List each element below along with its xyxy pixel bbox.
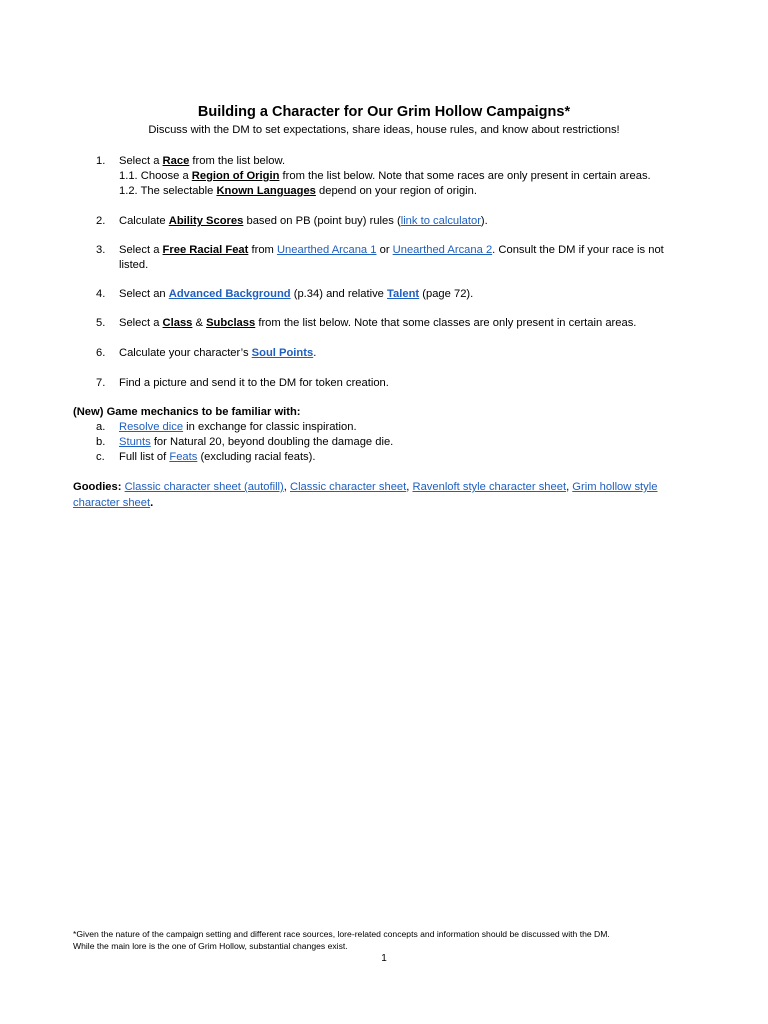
goodies-sep-3: , [566, 481, 573, 493]
mechanic-b-post: for Natural 20, beyond doubling the damage die. [150, 436, 394, 448]
step-5-text [119, 316, 636, 331]
footnote-line-1: *Given the nature of the campaign setting and different race sources, lore-related concepts and information should be discussed with the DM. [73, 929, 610, 939]
goodies-line-1 [73, 480, 657, 495]
step-6-text [119, 346, 316, 361]
footnote-line-2: While the main lore is the one of Grim Hollow, substantial changes exist. [73, 941, 348, 951]
subclass-term: Subclass [206, 317, 256, 329]
mechanic-c-pre: Full list of [119, 451, 170, 463]
ravenloft-sheet-link[interactable]: Ravenloft style character sheet [412, 481, 567, 493]
step-5-mid: & [192, 317, 207, 329]
step-2-mid: based on PB (point buy) rules ( [243, 215, 401, 227]
step-4-number: 4. [96, 288, 106, 300]
ability-scores-term: Ability Scores [168, 215, 244, 227]
mechanic-a-text [119, 420, 357, 435]
soul-points-link[interactable]: Soul Points [251, 347, 314, 359]
step-1-1-number: 1.1. [119, 170, 138, 182]
mechanics-heading: (New) Game mechanics to be familiar with: [73, 406, 301, 418]
resolve-dice-link[interactable]: Resolve dice [119, 421, 184, 433]
talent-link[interactable]: Talent [387, 288, 420, 300]
goodies-sep-1: , [283, 481, 290, 493]
mechanic-c-text [119, 450, 316, 465]
step-3-mid1: from [248, 244, 277, 256]
step-3-text [119, 243, 664, 258]
grim-hollow-sheet-link-cont[interactable]: character sheet [73, 497, 151, 509]
mechanic-b-marker: b. [96, 436, 106, 448]
advanced-background-link[interactable]: Advanced Background [168, 288, 291, 300]
step-1-2-text [119, 184, 477, 199]
step-1-1-post: from the list below. Note that some races are only present in certain areas. [279, 170, 651, 182]
step-2-post: ). [480, 215, 488, 227]
classic-sheet-autofill-link[interactable]: Classic character sheet (autofill) [124, 481, 284, 493]
step-5-pre: Select a [119, 317, 163, 329]
calculator-link[interactable]: link to calculator [400, 215, 481, 227]
page-number: 1 [381, 953, 387, 964]
unearthed-arcana-1-link[interactable]: Unearthed Arcana 1 [276, 244, 377, 256]
step-6-post: . [313, 347, 317, 359]
step-4-text [119, 287, 473, 302]
goodies-line-2 [73, 496, 153, 511]
step-3-mid2: or [376, 244, 393, 256]
step-3-post: . Consult the DM if your race is not [492, 244, 664, 256]
step-1-1-pre: Choose a [137, 170, 192, 182]
step-3-pre: Select a [119, 244, 163, 256]
step-4-post: (page 72). [419, 288, 474, 300]
step-1-post: from the list below. [189, 155, 286, 167]
unearthed-arcana-2-link[interactable]: Unearthed Arcana 2 [392, 244, 493, 256]
step-1-2-pre: The selectable [137, 185, 217, 197]
step-1-pre: Select a [119, 155, 163, 167]
step-5-post: from the list below. Note that some classes are only present in certain areas. [255, 317, 637, 329]
step-1-number: 1. [96, 155, 106, 167]
mechanic-a-post: in exchange for classic inspiration. [183, 421, 357, 433]
mechanic-c-marker: c. [96, 451, 105, 463]
step-4-pre: Select an [119, 288, 169, 300]
step-6-number: 6. [96, 347, 106, 359]
feats-link[interactable]: Feats [169, 451, 198, 463]
step-3-number: 3. [96, 244, 106, 256]
stunts-link[interactable]: Stunts [119, 436, 151, 448]
mechanic-b-text [119, 435, 393, 450]
classic-sheet-link[interactable]: Classic character sheet [289, 481, 407, 493]
step-3-continuation: listed. [119, 259, 149, 271]
step-7-text: Find a picture and send it to the DM for token creation. [119, 377, 389, 389]
free-racial-feat-term: Free Racial Feat [162, 244, 249, 256]
goodies-end: . [150, 497, 154, 509]
page-title: Building a Character for Our Grim Hollow Campaigns* [197, 104, 571, 120]
step-6-pre: Calculate your character’s [119, 347, 252, 359]
mechanic-c-post: (excluding racial feats). [197, 451, 316, 463]
class-term: Class [162, 317, 193, 329]
step-4-mid: (p.34) and relative [290, 288, 388, 300]
step-1-2-post: depend on your region of origin. [315, 185, 477, 197]
known-languages-term: Known Languages [216, 185, 316, 197]
step-2-number: 2. [96, 215, 106, 227]
step-1-1-text [119, 169, 651, 184]
page-subtitle: Discuss with the DM to set expectations, share ideas, house rules, and know about restrictions! [148, 124, 620, 136]
mechanic-a-marker: a. [96, 421, 106, 433]
step-2-pre: Calculate [119, 215, 169, 227]
goodies-sep-2: , [406, 481, 413, 493]
step-5-number: 5. [96, 317, 106, 329]
region-of-origin-term: Region of Origin [191, 170, 280, 182]
grim-hollow-sheet-link[interactable]: Grim hollow style [572, 481, 658, 493]
step-2-text [119, 214, 488, 229]
step-1-2-number: 1.2. [119, 185, 138, 197]
step-1-text [119, 154, 285, 169]
race-term: Race [162, 155, 190, 167]
goodies-label: Goodies: [73, 481, 122, 493]
step-7-number: 7. [96, 377, 106, 389]
